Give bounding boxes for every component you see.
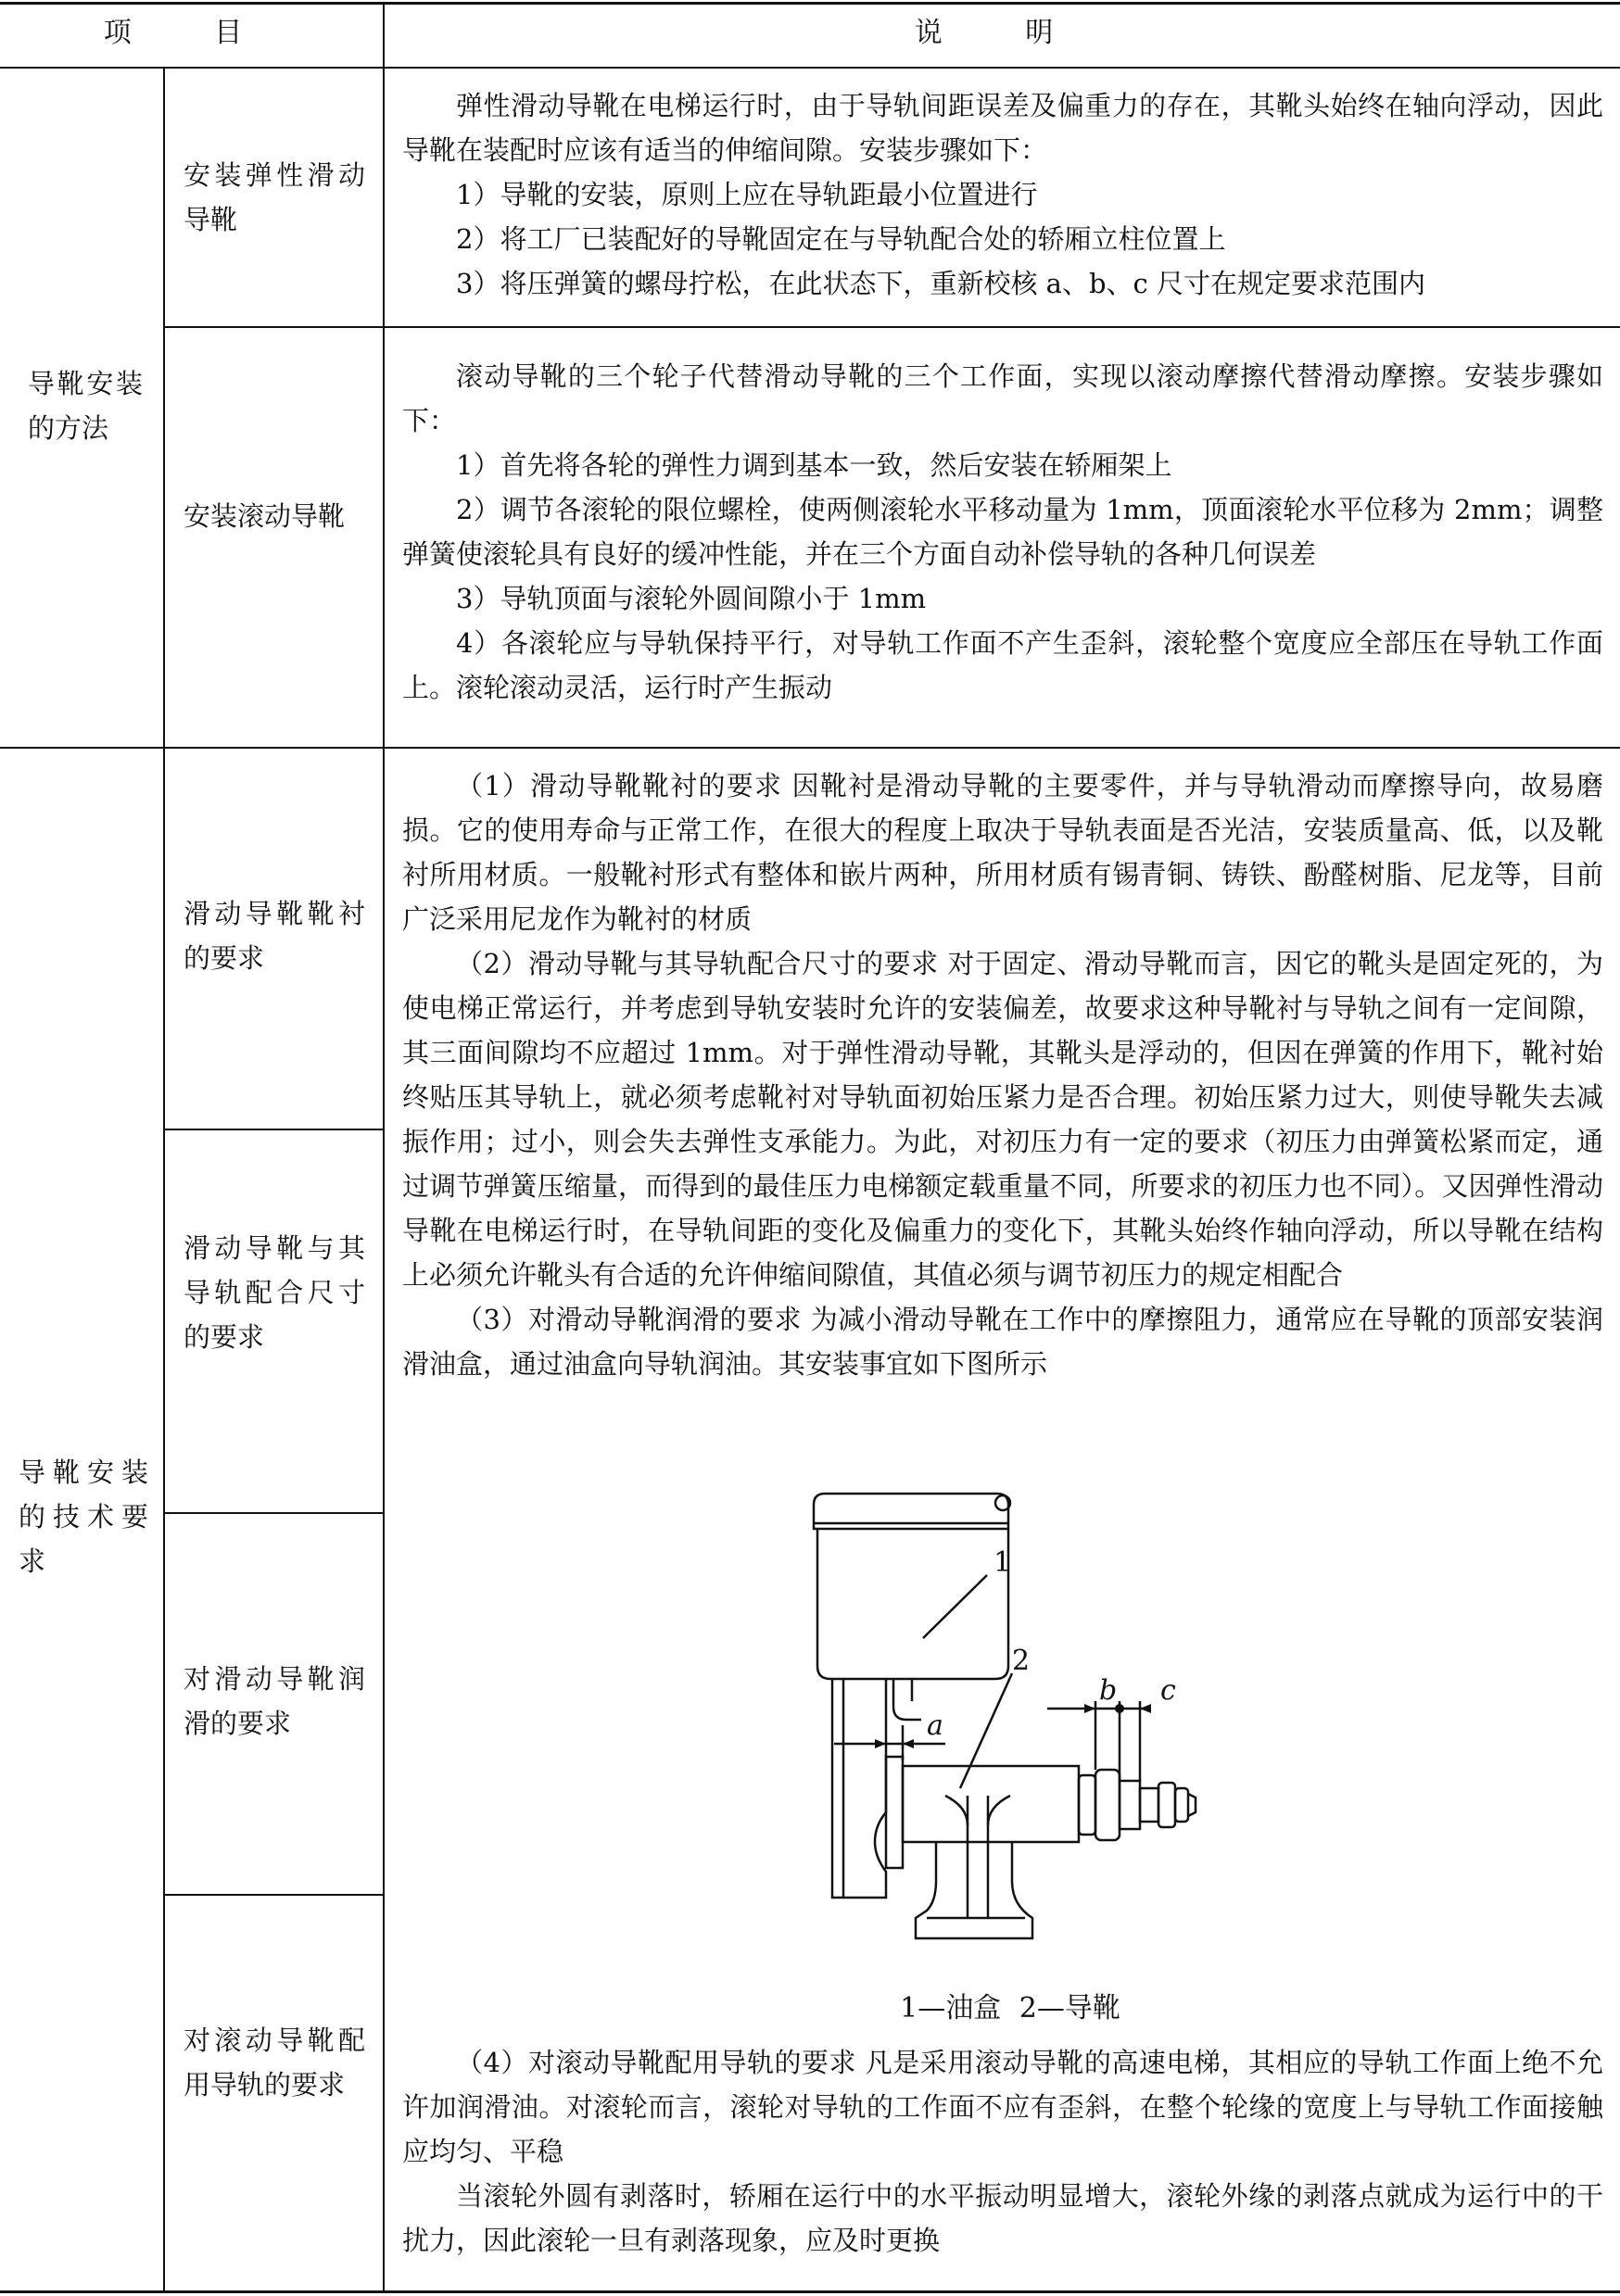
leader-1 [923, 1575, 987, 1638]
row-text-elastic-sliding [402, 83, 1603, 306]
nut [1095, 1770, 1120, 1840]
label-2: 2 [1012, 1645, 1031, 1677]
table-bottom-border [0, 2290, 1620, 2293]
section1-category: 导靴安装的方法 [28, 368, 143, 444]
paragraph: 2）将工厂已装配好的导靴固定在与导轨配合处的轿厢立柱位置上 [456, 223, 1226, 255]
row-rule [163, 326, 1620, 328]
column-rule [163, 67, 165, 2292]
oil-box-figure [797, 1482, 1223, 2001]
shoe-base [916, 1842, 1032, 1938]
paragraph: （2）滑动导靴与其导轨配合尺寸的要求 对于固定、滑动导靴而言，因它的靴头是固定死的，为使电梯正常运行，并考虑到导轨安装时允许的安装偏差，故要求这种导靴衬与导轨之间有一定间隙，其三面间隙均不应超过 1mm。对于弹性滑动导靴，其靴头是浮动的，但因在弹簧的作用下，靴衬始终贴压其导轨上，就必须考虑靴衬对导轨面初始压紧力是否合理。初始压紧力过大，则使导靴失去减振作用；过小，则会失去弹性支承能力。为此，对初压力有一定的要求（初压力由弹簧松紧而定，通过调节弹簧压缩量，而得到的最佳压力电梯额定载重量不同，所要求的初压力也不同）。又因弹性滑动导靴在电梯运行时，在导轨间距的变化及偏重力的变化下，其靴头始终作轴向浮动，所以导靴在结构上必须允许靴头有合适的允许伸缩间隙值，其值必须与调节初压力的规定相配合 [402, 948, 1603, 1291]
row-label-elastic-sliding: 安装弹性滑动导靴 [184, 159, 365, 235]
guide-rail [832, 1679, 886, 1898]
paragraph: 1）导靴的安装，原则上应在导轨距最小位置进行 [456, 179, 1038, 210]
section2-text-top [402, 763, 1603, 1386]
oil-box-body [817, 1529, 1008, 1679]
section2-text-bottom [402, 2040, 1603, 2263]
leader-2 [960, 1673, 1012, 1788]
section2-category: 导靴安装的技术要求 [19, 1457, 148, 1577]
bolt-end [1175, 1788, 1188, 1822]
paragraph: 当滚轮外圆有剥落时，轿厢在运行中的水平振动明显增大，滚轮外缘的剥落点就成为运行中的干扰力，因此滚轮一旦有剥落现象，应及时更换 [402, 2180, 1603, 2256]
paragraph: 1）首先将各轮的弹性力调到基本一致，然后安装在轿厢架上 [456, 449, 1172, 481]
paragraph: （1）滑动导靴靴衬的要求 因靴衬是滑动导靴的主要零件，并与导轨滑动而摩擦导向，故易磨损。它的使用寿命与正常工作，在很大的程度上取决于导轨表面是否光洁，安装质量高、低，以及靴衬所用材质。一般靴衬形式有整体和嵌片两种，所用材质有锡青铜、铸铁、酚醛树脂、尼龙等，目前广泛采用尼龙作为靴衬的材质 [402, 770, 1603, 935]
paragraph: 2）调节各滚轮的限位螺栓，使两侧滚轮水平移动量为 1mm，顶面滚轮水平位移为 2mm；调整弹簧使滚轮具有良好的缓冲性能，并在三个方面自动补偿导轨的各种几何误差 [402, 494, 1603, 570]
row-label-rolling: 安装滚动导靴 [184, 500, 346, 532]
header-description: 说 明 [914, 17, 1091, 49]
label-a: a [927, 1709, 943, 1742]
adjust-bolt [1140, 1788, 1158, 1822]
nut [1079, 1775, 1095, 1835]
row-rule [163, 1129, 384, 1130]
row-rule [163, 1894, 384, 1896]
row-text-rolling [402, 354, 1603, 710]
label-1: 1 [994, 1546, 1012, 1579]
shoe-flange [886, 1757, 903, 1868]
shoe-body [903, 1766, 1079, 1842]
sub-label-rolling-rail: 对滚动导靴配用导轨的要求 [184, 2025, 365, 2100]
paragraph: （3）对滑动导靴润滑的要求 为减小滑动导靴在工作中的摩擦阻力，通常应在导靴的顶部安装润滑油盒，通过油盒向导轨润油。其安装事宜如下图所示 [402, 1304, 1603, 1380]
label-c: c [1160, 1674, 1176, 1707]
paragraph: （4）对滚动导靴配用导轨的要求 凡是采用滚动导靴的高速电梯，其相应的导轨工作面上绝不允许加润滑油。对滚轮而言，滚轮对导轨的工作面不应有歪斜，在整个轮缘的宽度上与导轨工作面接触应均匀、平稳 [402, 2047, 1603, 2167]
row-rule [163, 1512, 384, 1514]
paragraph: 3）导轨顶面与滚轮外圆间隙小于 1mm [456, 583, 927, 614]
table-top-border [0, 2, 1620, 5]
paragraph: 3）将压弹簧的螺母拧松，在此状态下，重新校核 a、b、c 尺寸在规定要求范围内 [456, 268, 1425, 299]
sub-label-lubrication: 对滑动导靴润滑的要求 [184, 1663, 365, 1739]
paragraph: 滚动导靴的三个轮子代替滑动导靴的三个工作面，实现以滚动摩擦代替滑动摩擦。安装步骤如下： [402, 360, 1603, 436]
header-bottom-rule [0, 67, 1620, 69]
header-item: 项 目 [103, 17, 280, 49]
oil-feed-stem [893, 1679, 921, 1720]
spring-housing [1120, 1781, 1140, 1829]
sub-label-lining: 滑动导靴靴衬的要求 [184, 898, 365, 974]
section-rule [0, 747, 1620, 749]
lock-nut [1158, 1783, 1175, 1827]
paragraph: 4）各滚轮应与导轨保持平行，对导轨工作面不产生歪斜，滚轮整个宽度应全部压在导轨工作面上。滚轮滚动灵活，运行时产生振动 [402, 627, 1603, 703]
paragraph: 弹性滑动导靴在电梯运行时，由于导轨间距误差及偏重力的存在，其靴头始终在轴向浮动，因此导靴在装配时应该有适当的伸缩间隙。安装步骤如下： [402, 90, 1603, 166]
column-rule [383, 2, 385, 2292]
figure-caption: 1—油盒 2—导靴 [900, 1992, 1120, 2025]
sub-label-fit-size: 滑动导靴与其导轨配合尺寸的要求 [184, 1232, 365, 1353]
label-b: b [1099, 1674, 1118, 1707]
